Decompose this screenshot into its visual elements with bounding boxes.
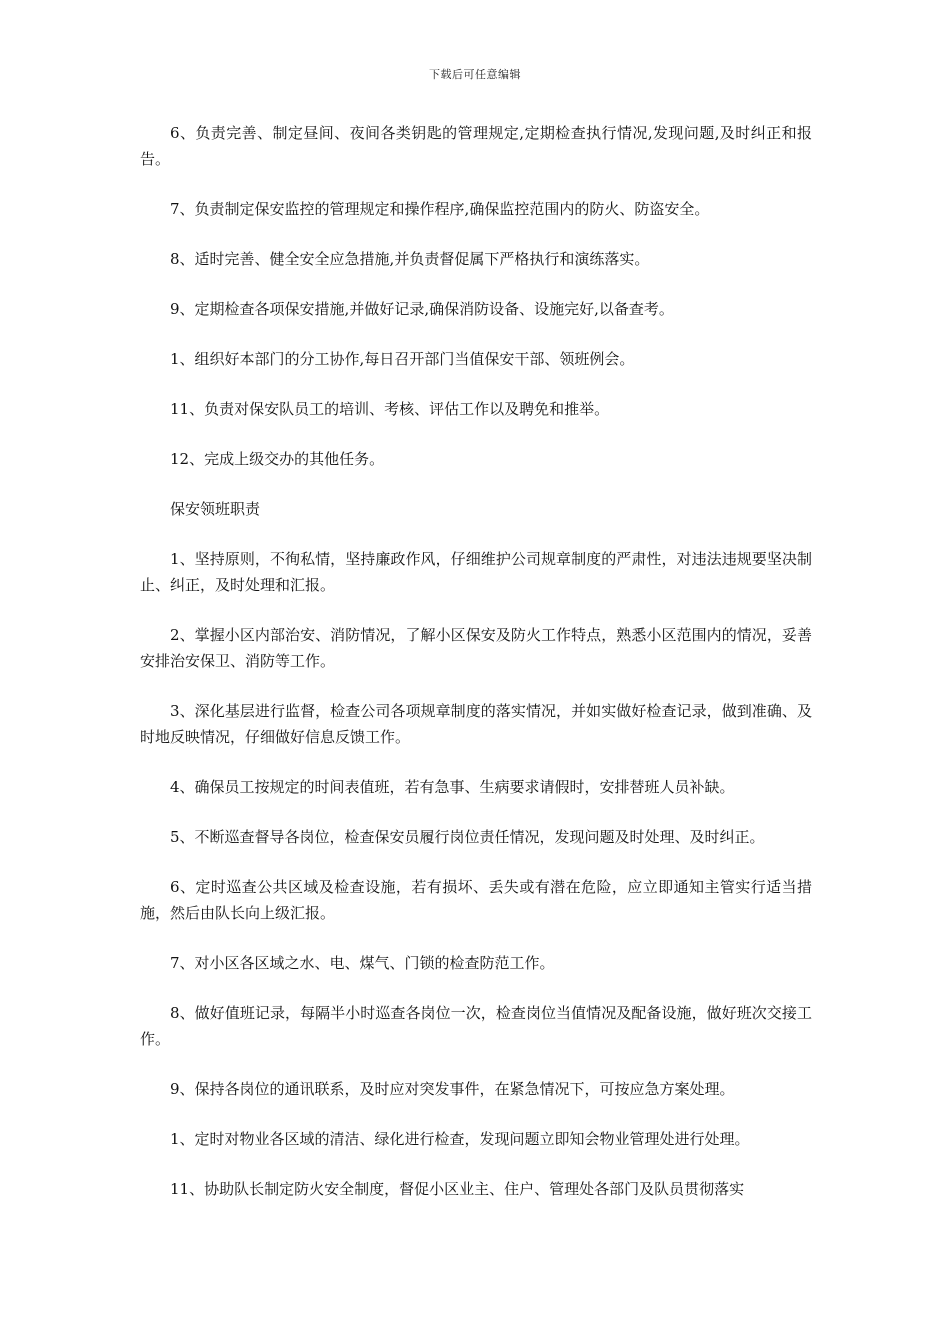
page-header: 下载后可任意编辑 xyxy=(429,68,521,81)
paragraph: 1、定时对物业各区域的清洁、绿化进行检查，发现问题立即知会物业管理处进行处理。 xyxy=(170,1130,750,1148)
section-title: 保安领班职责 xyxy=(170,500,261,518)
paragraph: 1、坚持原则，不徇私情，坚持廉政作风，仔细维护公司规章制度的严肃性，对违法违规要坚决制止、纠正，及时处理和汇报。 xyxy=(140,550,812,594)
paragraph: 5、不断巡查督导各岗位，检查保安员履行岗位责任情况，发现问题及时处理、及时纠正。 xyxy=(170,828,765,846)
document-body xyxy=(140,120,812,1202)
paragraph: 8、适时完善、健全安全应急措施,并负责督促属下严格执行和演练落实。 xyxy=(170,250,650,268)
paragraph: 1、组织好本部门的分工协作,每日召开部门当值保安干部、领班例会。 xyxy=(170,350,635,368)
paragraph: 9、保持各岗位的通讯联系，及时应对突发事件，在紧急情况下，可按应急方案处理。 xyxy=(170,1080,735,1098)
paragraph: 7、对小区各区域之水、电、煤气、门锁的检查防范工作。 xyxy=(170,954,555,972)
paragraph: 2、掌握小区内部治安、消防情况，了解小区保安及防火工作特点，熟悉小区范围内的情况，妥善安排治安保卫、消防等工作。 xyxy=(140,626,812,670)
paragraph: 9、定期检查各项保安措施,并做好记录,确保消防设备、设施完好,以备查考。 xyxy=(170,300,674,318)
paragraph: 11、协助队长制定防火安全制度，督促小区业主、住户、管理处各部门及队员贯彻落实 xyxy=(170,1180,745,1198)
paragraph: 7、负责制定保安监控的管理规定和操作程序,确保监控范围内的防火、防盗安全。 xyxy=(170,200,710,218)
paragraph: 4、确保员工按规定的时间表值班，若有急事、生病要求请假时，安排替班人员补缺。 xyxy=(170,778,735,796)
paragraph: 8、做好值班记录，每隔半小时巡查各岗位一次，检查岗位当值情况及配备设施，做好班次交接工作。 xyxy=(140,1004,812,1048)
paragraph: 11、负责对保安队员工的培训、考核、评估工作以及聘免和推举。 xyxy=(170,400,610,418)
paragraph: 6、定时巡查公共区域及检查设施，若有损坏、丢失或有潜在危险，应立即通知主管实行适当措施，然后由队长向上级汇报。 xyxy=(140,878,812,922)
paragraph: 12、完成上级交办的其他任务。 xyxy=(170,450,385,468)
paragraph: 6、负责完善、制定昼间、夜间各类钥匙的管理规定,定期检查执行情况,发现问题,及时纠正和报告。 xyxy=(140,124,812,168)
paragraph: 3、深化基层进行监督，检查公司各项规章制度的落实情况，并如实做好检查记录，做到准确、及时地反映情况，仔细做好信息反馈工作。 xyxy=(140,702,812,746)
